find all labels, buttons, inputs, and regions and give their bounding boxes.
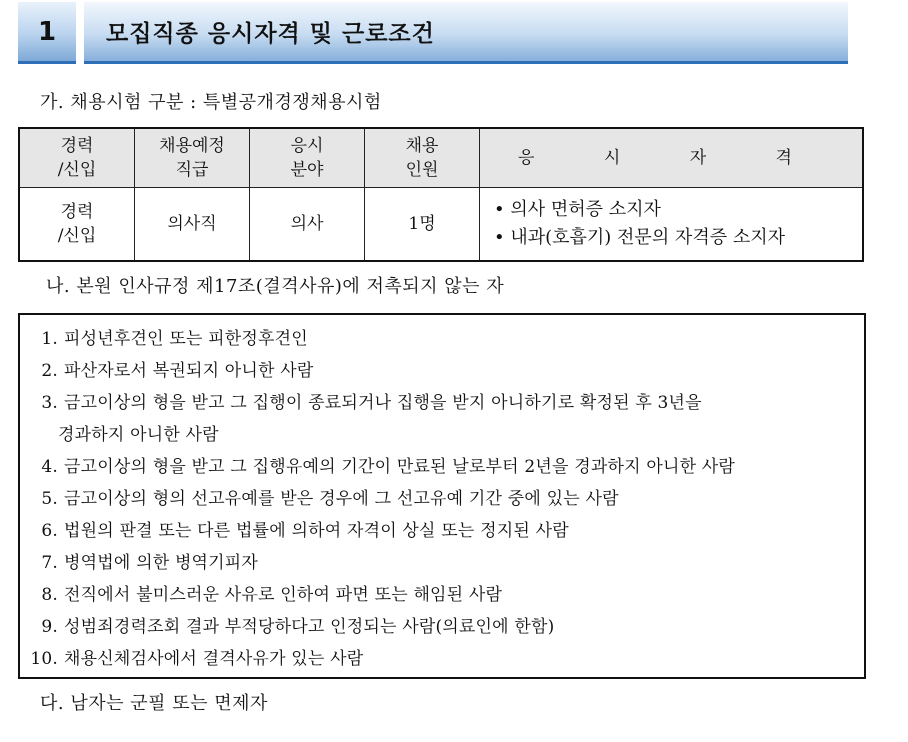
- list-item: 1. 피성년후견인 또는 피한정후견인: [41, 329, 308, 349]
- header-field: 응시 분야: [250, 128, 365, 188]
- disqualification-list: [18, 313, 866, 679]
- qualification-item: • 내과(호흡기) 전문의 자격증 소지자: [494, 227, 785, 248]
- subsection-a-heading: 가. 채용시험 구분 : 특별공개경쟁채용시험: [40, 92, 382, 113]
- qualification-item: • 의사 면허증 소지자: [494, 199, 661, 220]
- list-item: 10. 채용신체검사에서 결격사유가 있는 사람: [30, 649, 364, 669]
- header-qualifications: 응 시 자 격: [480, 128, 864, 188]
- list-item: 9. 성범죄경력조회 결과 부적당하다고 인정되는 사람(의료인에 한함): [41, 617, 555, 637]
- section-title: 모집직종 응시자격 및 근로조건: [84, 2, 848, 64]
- cell-field: 의사: [250, 188, 365, 262]
- list-item: 8. 전직에서 불미스러운 사유로 인하여 파면 또는 해임된 사람: [41, 585, 503, 605]
- list-item: 7. 병역법에 의한 병역기피자: [41, 553, 259, 573]
- table-row: [19, 188, 863, 262]
- list-item: 5. 금고이상의 형의 선고유예를 받은 경우에 그 선고유예 기간 중에 있는 사람: [41, 489, 619, 509]
- header-count: 채용 인원: [365, 128, 480, 188]
- cell-count: 1명: [365, 188, 480, 262]
- recruitment-table: [18, 127, 864, 262]
- section-header: [18, 2, 848, 64]
- subsection-c-heading: 다. 남자는 군필 또는 면제자: [40, 693, 268, 714]
- list-item: 4. 금고이상의 형을 받고 그 집행유예의 기간이 만료된 날로부터 2년을 경과하지 아니한 사람: [41, 457, 736, 477]
- subsection-b-heading: 나. 본원 인사규정 제17조(결격사유)에 저촉되지 않는 자: [46, 276, 505, 297]
- cell-grade: 의사직: [135, 188, 250, 262]
- list-item-continuation: 경과하지 아니한 사람: [58, 425, 219, 445]
- cell-qualifications: [480, 188, 864, 262]
- section-number: 1: [18, 2, 76, 64]
- list-item: 3. 금고이상의 형을 받고 그 집행이 종료되거나 집행을 받지 아니하기로 확정된 후 3년을: [41, 393, 702, 413]
- header-grade: 채용예정 직급: [135, 128, 250, 188]
- table-header-row: [19, 128, 863, 188]
- list-item: 6. 법원의 판결 또는 다른 법률에 의하여 자격이 상실 또는 정지된 사람: [41, 521, 569, 541]
- cell-type: 경력 /신입: [19, 188, 135, 262]
- list-item: 2. 파산자로서 복권되지 아니한 사람: [41, 361, 314, 381]
- header-type: 경력 /신입: [19, 128, 135, 188]
